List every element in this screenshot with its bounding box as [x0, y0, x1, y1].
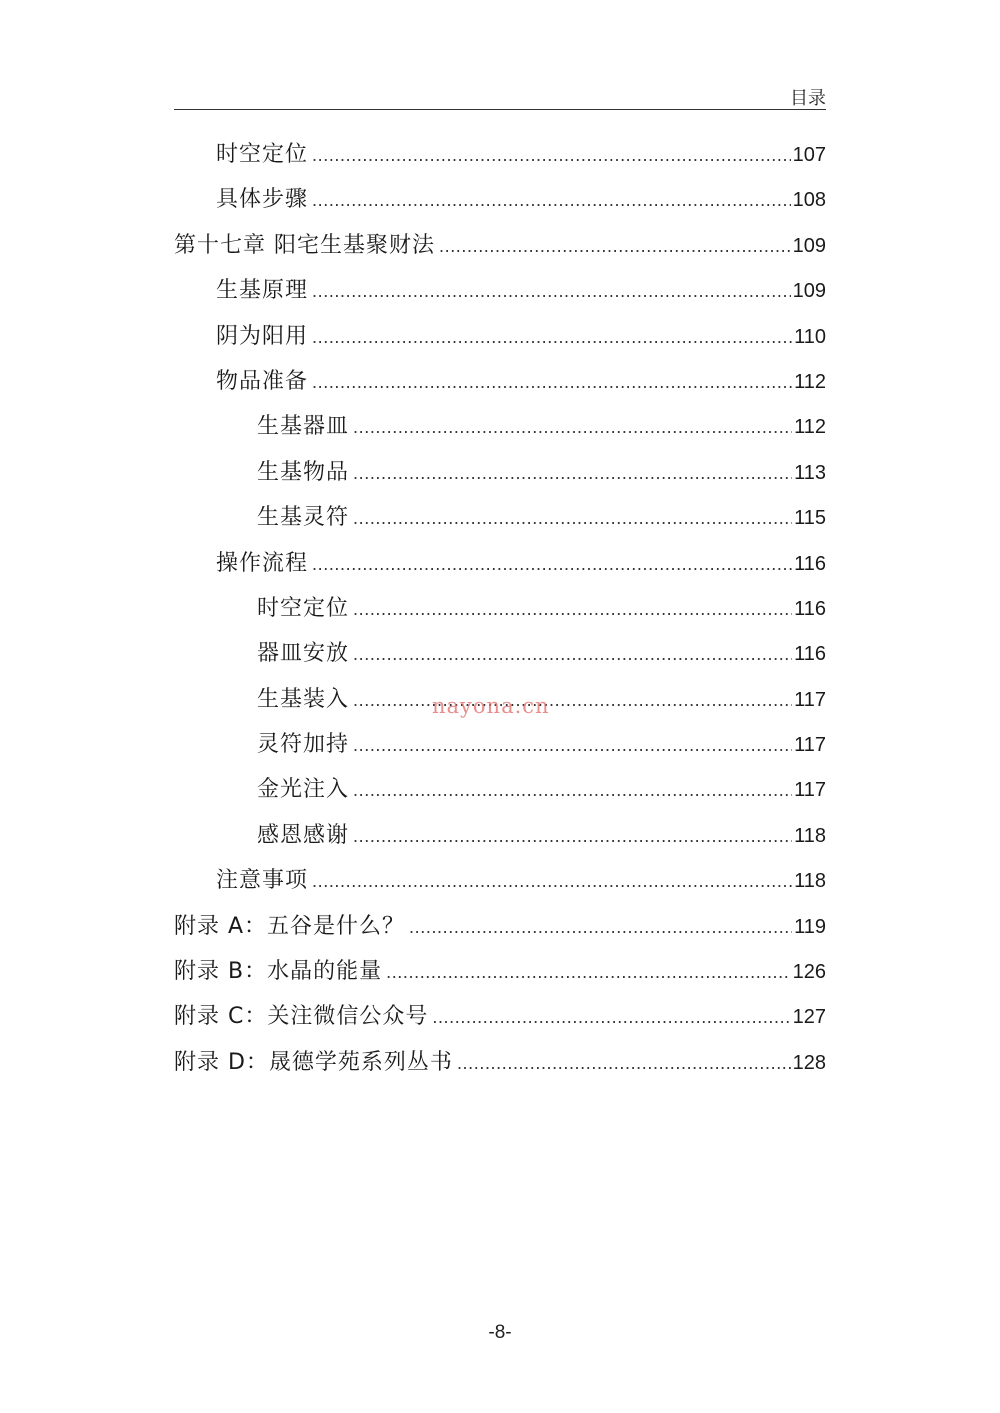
toc-entry[interactable]	[174, 904, 826, 949]
toc-entry-title: 注意事项	[216, 868, 309, 894]
toc-entry-page-number: 109	[792, 234, 826, 257]
toc-entry[interactable]	[174, 223, 826, 268]
toc-entry-page-number: 110	[794, 325, 826, 348]
header-rule	[174, 109, 826, 110]
toc-entry-page-number: 127	[792, 1006, 826, 1029]
toc-entry[interactable]	[174, 450, 826, 495]
toc-dot-leader	[312, 859, 792, 904]
toc-entry-page-number: 117	[794, 688, 826, 711]
toc-dot-leader	[353, 632, 792, 677]
toc-entry-title: 时空定位	[216, 142, 309, 167]
toc-entry[interactable]	[174, 132, 826, 177]
toc-entry[interactable]	[174, 722, 826, 767]
toc-entry-page-number: 116	[794, 597, 826, 620]
toc-entry-title: 附录 D：晟德学苑系列丛书	[174, 1049, 453, 1075]
toc-entry[interactable]	[174, 314, 826, 359]
toc-entry-title: 生基装入	[257, 686, 350, 712]
toc-entry[interactable]	[174, 631, 826, 676]
toc-entry[interactable]	[174, 994, 826, 1039]
page-number: -8-	[488, 1322, 512, 1343]
toc-entry-page-number: 107	[792, 144, 826, 166]
toc-entry-page-number: 128	[792, 1051, 826, 1074]
toc-dot-leader	[353, 587, 792, 632]
watermark: nayona.cn	[432, 694, 550, 718]
toc-entry-title: 物品准备	[216, 368, 309, 394]
toc-entry-page-number: 108	[792, 189, 826, 212]
toc-dot-leader	[353, 451, 792, 496]
toc-entry-title: 金光注入	[257, 777, 350, 803]
toc-entry-title: 生基器皿	[257, 414, 350, 440]
toc-entry-page-number: 118	[794, 824, 826, 847]
toc-entry-page-number: 112	[794, 370, 826, 393]
toc-dot-leader	[353, 768, 792, 813]
toc-entry[interactable]	[174, 1040, 826, 1085]
toc-entry[interactable]	[174, 268, 826, 313]
toc-entry-page-number: 113	[794, 461, 826, 484]
toc-entry-page-number: 112	[794, 416, 826, 439]
toc-entry-page-number: 118	[794, 870, 826, 893]
toc-entry-page-number: 116	[794, 643, 826, 666]
toc-entry-title: 感恩感谢	[257, 822, 350, 848]
toc-entry-title: 阴为阳用	[216, 323, 309, 349]
toc-entry-title: 生基物品	[257, 459, 350, 485]
toc-entry[interactable]	[174, 359, 826, 404]
toc-entry[interactable]	[174, 177, 826, 222]
toc-dot-leader	[312, 133, 791, 178]
toc-entry-page-number: 109	[792, 280, 826, 303]
toc-entry-title: 具体步骤	[216, 187, 309, 213]
toc-entry-title: 附录 C：关注微信公众号	[174, 1004, 429, 1030]
toc-dot-leader	[439, 224, 791, 269]
toc-entry-page-number: 117	[794, 779, 826, 802]
toc-entry[interactable]	[174, 767, 826, 812]
toc-dot-leader	[432, 995, 790, 1040]
toc-entry[interactable]	[174, 858, 826, 903]
toc-entry-title: 操作流程	[216, 550, 309, 576]
toc-entry-page-number: 116	[794, 552, 826, 575]
toc-dot-leader	[312, 269, 791, 314]
toc-entry[interactable]	[174, 541, 826, 586]
header-title: 目录	[790, 88, 826, 109]
toc-entry-title: 时空定位	[257, 595, 350, 621]
toc-dot-leader	[312, 315, 792, 360]
toc-entry-title: 附录 A：五谷是什么？	[174, 913, 406, 939]
toc-entry-page-number: 115	[794, 507, 826, 530]
toc-dot-leader	[409, 905, 792, 950]
toc-entry[interactable]	[174, 586, 826, 631]
toc-entry[interactable]	[174, 495, 826, 540]
toc-dot-leader	[312, 178, 791, 223]
toc-dot-leader	[312, 360, 792, 405]
toc-dot-leader	[386, 950, 791, 995]
table-of-contents	[174, 132, 826, 1085]
toc-entry-title: 器皿安放	[257, 641, 350, 667]
toc-dot-leader	[353, 814, 792, 859]
toc-entry-title: 生基原理	[216, 278, 309, 304]
toc-entry-title: 第十七章 阳宅生基聚财法	[174, 232, 435, 258]
toc-entry-title: 灵符加持	[257, 732, 350, 758]
toc-entry[interactable]	[174, 949, 826, 994]
toc-entry-page-number: 126	[792, 961, 826, 984]
toc-entry[interactable]	[174, 404, 826, 449]
toc-entry-title: 附录 B：水晶的能量	[174, 959, 383, 985]
toc-entry[interactable]	[174, 813, 826, 858]
toc-dot-leader	[312, 542, 792, 587]
toc-entry-page-number: 117	[794, 734, 826, 757]
toc-entry-page-number: 119	[794, 915, 826, 938]
toc-entry-title: 生基灵符	[257, 505, 350, 531]
toc-dot-leader	[353, 405, 792, 450]
toc-dot-leader	[353, 723, 792, 768]
toc-dot-leader	[353, 496, 792, 541]
toc-dot-leader	[457, 1041, 791, 1086]
toc-dot-leader	[353, 678, 792, 723]
